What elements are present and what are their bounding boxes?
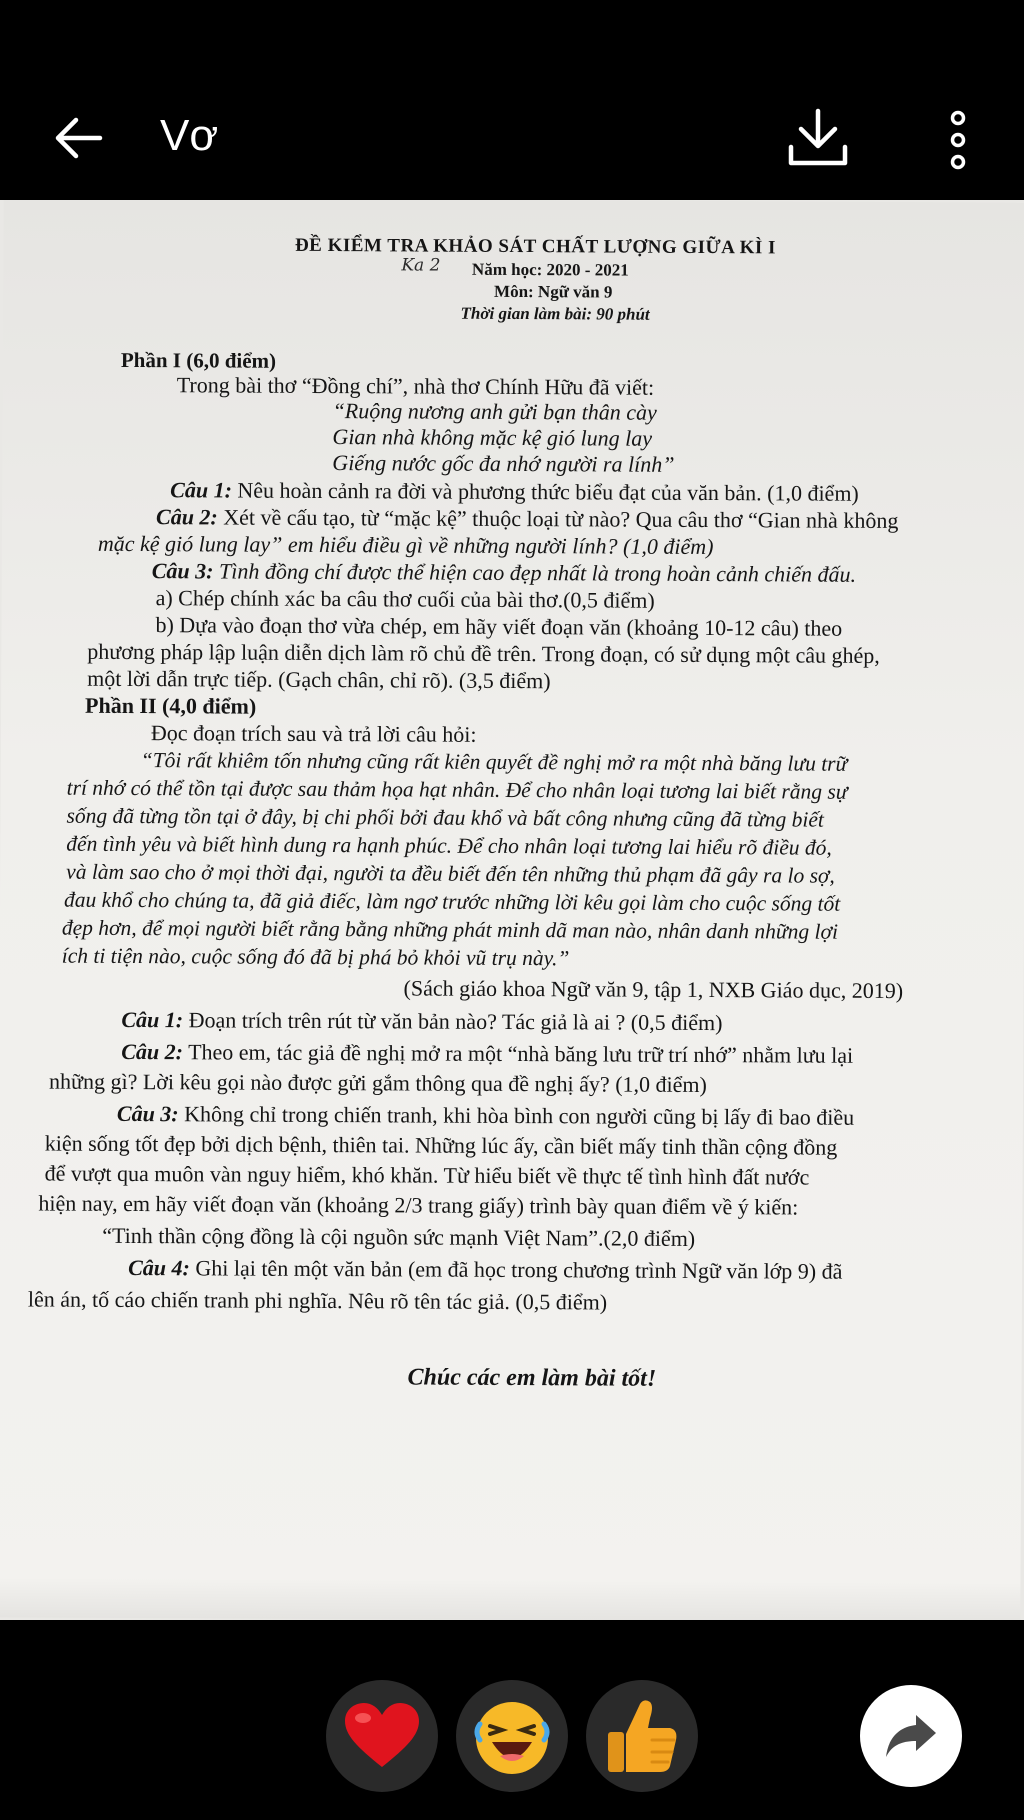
part2-question-1: Câu 1: Đoạn trích trên rút từ văn bản nào? Tác giả là ai ? (0,5 điểm): [121, 1006, 723, 1036]
excerpt-line: sống đã từng tồn tại ở đây, bị chi phối bởi đau khổ và bất công nhưng cũng đã từng biết: [66, 803, 824, 832]
sender-name-title: Vơ: [160, 111, 219, 160]
excerpt-line: và làm sao cho ở mọi thời đại, người ta đều biết đến tên những thủ phạm đã gây ra lo sợ,: [66, 859, 835, 888]
excerpt-line: ích ti tiện nào, cuộc sống đó đã bị phá bỏ khỏi vũ trụ này.”: [61, 943, 570, 971]
laughing-face-icon: [470, 1694, 554, 1778]
part1-question-2: Câu 2: Xét về cấu tạo, từ “mặc kệ” thuộc loại từ nào? Qua câu thơ “Gian nhà không: [155, 504, 899, 534]
heart-reaction-button[interactable]: [326, 1680, 438, 1792]
part2-question-3-cont: để vượt qua muôn vàn nguy hiểm, khó khăn. Từ hiểu biết về thực tế tình hình đất nước: [44, 1160, 810, 1190]
excerpt-line: trí nhớ có thể tồn tại được sau thảm họa hạt nhân. Để cho nhân loại tương lai biết rằng sự: [66, 775, 848, 804]
part2-question-4: Câu 4: Ghi lại tên một văn bản (em đã học trong chương trình Ngữ văn lớp 9) đã: [128, 1254, 843, 1284]
more-options-button[interactable]: [930, 104, 986, 176]
part1-question-3b-cont: một lời dẫn trực tiếp. (Gạch chân, chỉ rõ). (3,5 điểm): [87, 665, 551, 694]
laugh-reaction-button[interactable]: [456, 1680, 568, 1792]
exam-heading: ĐỀ KIỂM TRA KHẢO SÁT CHẤT LƯỢNG GIỮA KÌ I: [294, 234, 777, 259]
shared-photo[interactable]: [0, 200, 1024, 1620]
heart-icon: [343, 1701, 421, 1771]
excerpt-line: đẹp hơn, để mọi người biết rằng bằng những phát minh dã man nào, nhân danh những lợi: [61, 915, 839, 944]
part2-question-3-cont: hiện nay, em hãy viết đoạn văn (khoảng 2/3 trang giấy) trình bày quan điểm về ý kiến:: [38, 1190, 799, 1220]
excerpt-line: đau khổ cho chúng ta, đã giả điếc, làm ngơ trước những lời kêu gọi làm cho cuộc sống tốt: [63, 887, 841, 916]
handwritten-note: Ka 2: [401, 255, 441, 276]
part2-intro: Đọc đoạn trích sau và trả lời câu hỏi:: [150, 720, 477, 747]
part1-question-3b-cont: phương pháp lập luận diễn dịch làm rõ chủ đề trên. Trong đoạn, có sử dụng một câu ghép,: [87, 638, 880, 668]
paper-edge-shadow: [0, 1577, 1020, 1620]
thumbs-up-icon: [604, 1696, 680, 1776]
back-button[interactable]: [44, 104, 112, 172]
part2-question-3-quote: “Tinh thần cộng đồng là cội nguồn sức mạnh Việt Nam”.(2,0 điểm): [102, 1222, 696, 1251]
part1-question-3b: b) Dựa vào đoạn thơ vừa chép, em hãy viết đoạn văn (khoảng 10-12 câu) theo: [155, 612, 843, 641]
part1-question-2-cont: mặc kệ gió lung lay” em hiểu điều gì về những người lính? (1,0 điểm): [97, 530, 714, 560]
download-button[interactable]: [780, 100, 856, 176]
part1-heading: Phần I (6,0 điểm): [120, 347, 277, 373]
poem-line: Giếng nước gốc đa nhớ người ra lính”: [332, 450, 675, 477]
duration: Thời gian làm bài: 90 phút: [460, 303, 650, 324]
part1-question-3a: a) Chép chính xác ba câu thơ cuối của bài thơ.(0,5 điểm): [155, 585, 655, 613]
poem-line: “Ruộng nương anh gửi bạn thân cày: [332, 398, 657, 425]
part2-question-2: Câu 2: Theo em, tác giả đề nghị mở ra một “nhà băng lưu trữ trí nhớ” nhằm lưu lại: [121, 1038, 854, 1068]
download-icon: [785, 107, 851, 169]
subject: Môn: Ngữ văn 9: [494, 281, 613, 302]
part1-question-3: Câu 3: Tình đồng chí được thể hiện cao đẹp nhất là trong hoàn cảnh chiến đấu.: [151, 558, 857, 587]
part2-question-3-cont: kiện sống tốt đẹp bởi dịch bệnh, thiên tai. Những lúc ấy, cần biết mấy tinh thần cộng đồng: [44, 1130, 838, 1160]
closing-wish: Chúc các em làm bài tốt!: [407, 1364, 657, 1392]
poem-line: Gian nhà không mặc kệ gió lung lay: [332, 424, 653, 451]
arrow-left-icon: [52, 116, 104, 160]
top-app-bar: [0, 0, 1024, 200]
excerpt-source: (Sách giáo khoa Ngữ văn 9, tập 1, NXB Giáo dục, 2019): [403, 975, 904, 1004]
excerpt-line: “Tôi rất khiêm tốn nhưng cũng rất kiên quyết đề nghị mở ra một nhà băng lưu trữ: [140, 748, 848, 776]
exam-paper: [0, 200, 1024, 1620]
more-vertical-icon: [946, 110, 970, 170]
school-year: Năm học: 2020 - 2021: [471, 259, 629, 280]
part2-question-3: Câu 3: Không chỉ trong chiến tranh, khi hòa bình con người cũng bị lấy đi bao điều: [116, 1100, 855, 1130]
part1-intro: Trong bài thơ “Đồng chí”, nhà thơ Chính Hữu đã viết:: [176, 372, 655, 400]
excerpt-line: đến tình yêu và biết hình dung ra hạnh phúc. Để cho nhân loại tương lai hiểu rõ điều đó,: [66, 831, 832, 860]
part1-question-1: Câu 1: Nêu hoàn cảnh ra đời và phương thức biểu đạt của văn bản. (1,0 điểm): [170, 477, 859, 506]
part2-question-2-cont: những gì? Lời kêu gọi nào được gửi gắm thông qua đề nghị ấy? (1,0 điểm): [49, 1068, 707, 1098]
like-reaction-button[interactable]: [586, 1680, 698, 1792]
part2-heading: Phần II (4,0 điểm): [85, 692, 257, 719]
part2-question-4-cont: lên án, tố cáo chiến tranh phi nghĩa. Nêu rõ tên tác giả. (0,5 điểm): [27, 1286, 608, 1315]
share-button[interactable]: [860, 1685, 962, 1787]
share-arrow-icon: [884, 1713, 938, 1759]
